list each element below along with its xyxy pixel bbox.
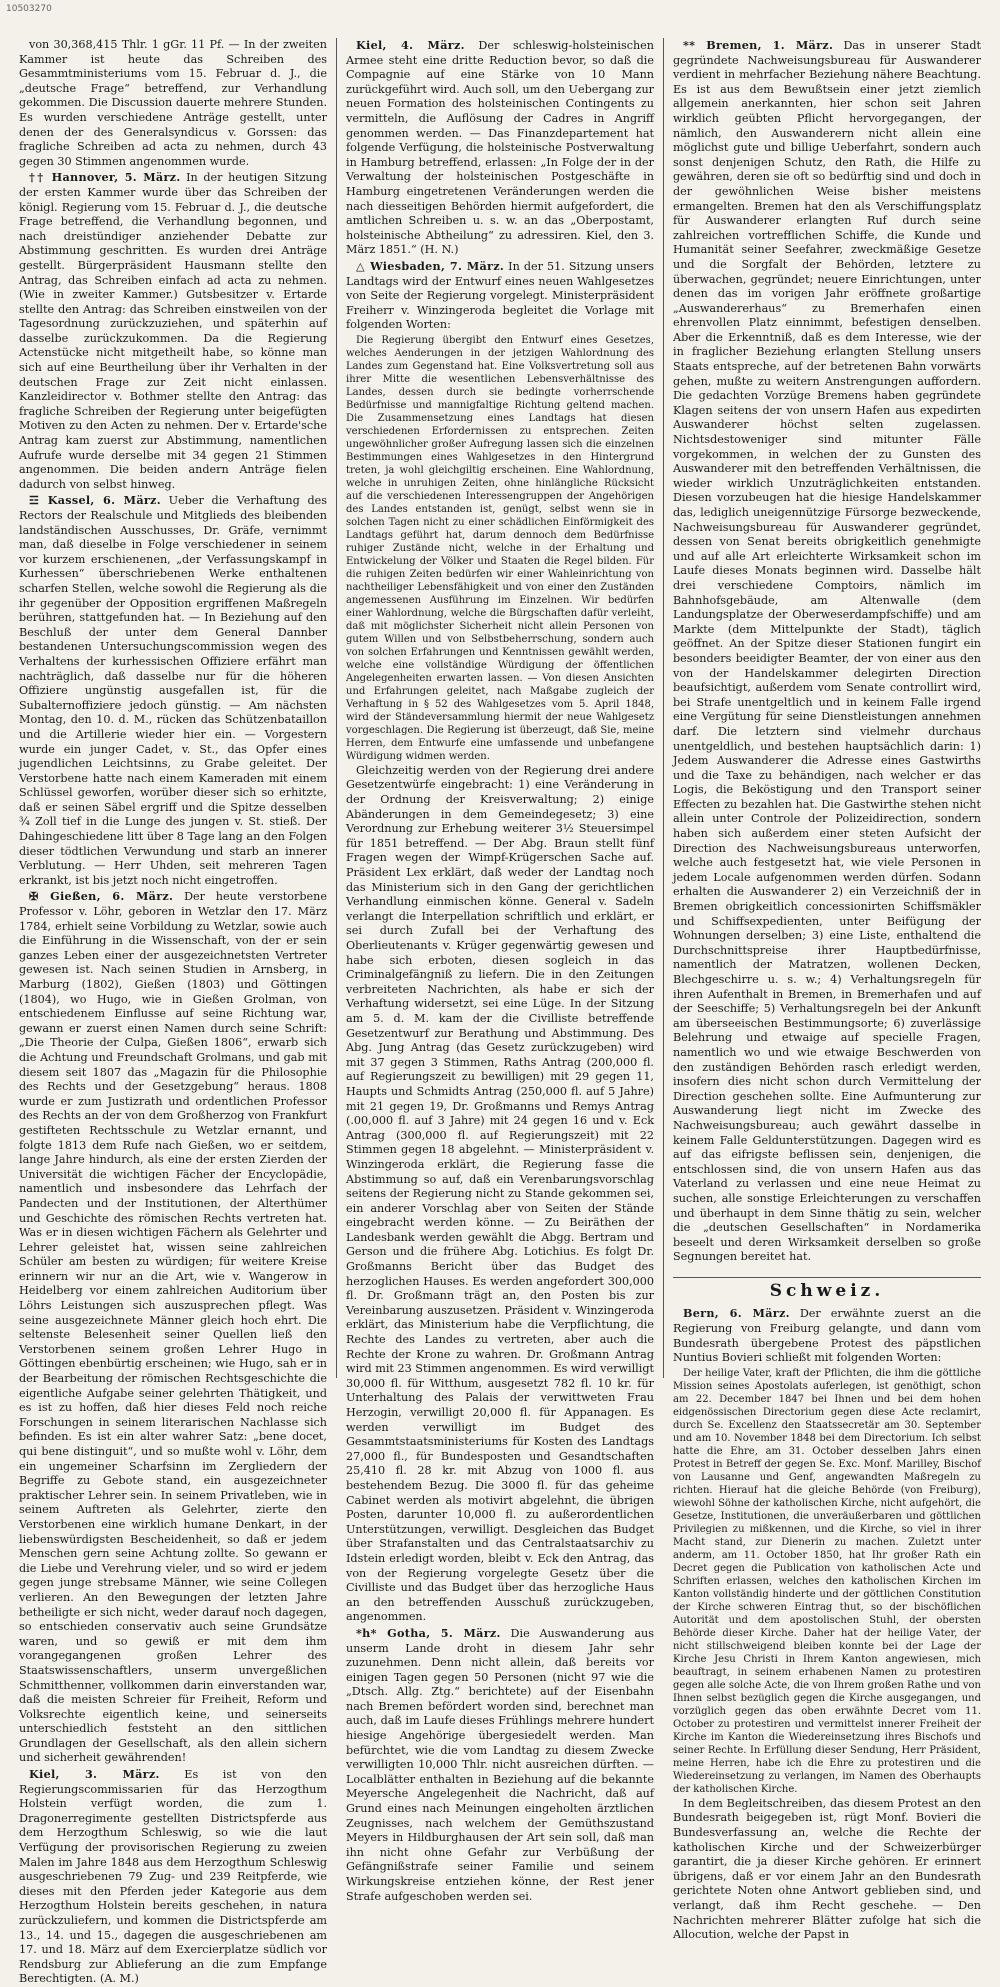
article: [19, 889, 327, 1766]
column-1: [10, 38, 336, 1986]
page-id: 10503270: [6, 4, 52, 14]
article: [673, 1306, 981, 1365]
dateline: △ Wiesbaden, 7. März.: [356, 258, 505, 273]
article: [346, 259, 654, 333]
paragraph: In dem Begleitschreiben, das diesem Protest an den Bundesrath beigegeben ist, rügt Monf. Bovieri die Bundesverfassung an, welche die Rechte der katholischen Kirche und der Schweizerbürger garantirt, die ja dieser Kirche gehören. Er erinnert übrigens, daß er vor einem Jahr an den Bundesrath gerichtete Noten ohne Antwort geblieben sind, und verlangt, daß ihm Recht geschehe. — Den Nachrichten mehrerer Blätter zufolge hat sich die Allocution, welche der Papst in: [673, 1796, 981, 1942]
article-body: Der heute verstorbene Professor v. Löhr, geboren in Wetzlar den 17. März 1784, erhielt seine Vorbildung zu Wetzlar, sowie auch die Einführung in die Wissenschaft, von der er sein ganzes Leben einer der ausgezeichnetsten Vertreter gewesen ist. Nach seinen Studien in Arnsberg, in Marburg (1802), Gießen (1803) und Göttingen (1804), wo Hugo, wie in Gießen Grolman, von entschiedenem Einflusse auf seine Richtung war, gewann er zuerst einen Namen durch seine Schrift: „Die Theorie der Culpa, Gießen 1806“, erwarb sich die Achtung und Freundschaft Grolmans, und gab mit diesem seit 1807 das „Magazin für die Philosophie des Rechts und der Gesetzgebung“ heraus. 1808 wurde er zum Justizrath und ordentlichen Professor des Rechts an der von dem Großherzog von Frankfurt gestifteten Rechtsschule zu Wetzlar ernannt, und folgte 1813 dem Rufe nach Gießen, wo er seitdem, lange Jahre hindurch, als eine der ersten Zierden der Universität die wichtigen Fächer der Encyclopädie, namentlich und insbesondere das Lehrfach der Pandecten und der Institutionen, der Alterthümer und Geschichte des römischen Rechts vertreten hat. Was er in diesen wichtigen Fächern als Gelehrter und Lehrer geleistet hat, wissen seine zahlreichen Schüler am besten zu würdigen; für weitere Kreise erinnern wir nur an die Art, wie v. Wangerow in Heidelberg vor einem zahlreichen Auditorium über Löhrs Leistungen sich auszusprechen pflegt. Was seine ausgezeichnete Männer gleich hoch ehrt. Die seltenste Belesenheit seiner Quellen ließ den Verstorbenen seinem großen Lehrer Hugo in Göttingen ebenbürtig erscheinen; wie Hugo, sah er in der Bearbeitung der römischen Rechtsgeschichte die eigentliche Aufgabe seiner gelehrten Thätigkeit, und es ist zu hoffen, daß hier dieses Feld noch reiche Forschungen in seinem literarischen Nachlasse sich befinden. Es ist ein alter wahrer Satz: „bene docet, qui bene distinguit“, und so mußte wohl v. Löhr, dem ein ungemeiner Scharfsinn im Zergliedern der Begriffe zu Gebote stand, ein ausgezeichneter praktischer Lehrer sein. In seinem Privatleben, wie in seinem Auftreten als Gelehrter, zierte den Verstorbenen eine wirklich humane Denkart, in der liebenswürdigsten Bescheidenheit, so daß er jedem Menschen gern seine Achtung zollte. So gewann er die Liebe und Verehrung vieler, und so wird er jedem gegen junge strebsame Männer, wie seine Collegen verlieren. An den Bewegungen der letzten Jahre betheiligte er sich nicht, weder darauf noch dagegen, so entschieden conservativ auch seine Grundsätze waren, und so gewiß er mit dem ihm vorangegangenen großen Lehrer des Staatswissenschaftlers, unserm unvergeßlichen Schmitthenner, vollkommen darin einverstanden war, daß die meisten Schreier für Freiheit, Reform und Volksrechte eigentlich keine, und seinerseits unterschiedlich feststeht an den sittlichen Grundlagen der Gesellschaft, als den allein sichern und sicherheit gewährenden!: [19, 890, 327, 1765]
column-3: [663, 38, 990, 1942]
column-2: [336, 38, 663, 1903]
article: [346, 1626, 654, 1904]
dateline: Kiel, 3. März.: [29, 1767, 160, 1782]
article-body: Der schleswig-holsteinischen Armee steht eine dritte Reduction bevor, so daß die Compagnie auf eine Stärke von 10 Mann zurückgeführt wird. Auch soll, um den Uebergang zur neuen Formation des holsteinischen Contingents zu vermitteln, die Auflösung der Cadres in Angriff genommen werden. — Das Finanzdepartement hat folgende Verfügung, die holsteinische Postverwaltung in Hamburg betreffend, erlassen: „In Folge der in der Verwaltung der holsteinischen Postgeschäfte in Hamburg eingetretenen Veränderungen werden die nach diesseitigen Behörden hiermit aufgefordert, die amtlichen Schreiben u. s. w. an das „Oberpostamt, holsteinische Abtheilung“ zu adressiren. Kiel, den 3. März 1851.“ (H. N.): [346, 39, 654, 257]
dateline: Bern, 6. März.: [683, 1306, 790, 1321]
article: [19, 493, 327, 888]
columns: [10, 38, 990, 1986]
article-body: Die Auswanderung aus unserm Lande droht in diesem Jahr sehr zuzunehmen. Denn nicht allein, daß bereits vor einigen Tagen gegen 50 Personen (nicht 97 wie die „Dtsch. Allg. Ztg.“ berichtete) auf der Eisenbahn nach Bremen befördert worden sind, berechnet man auch, daß im Laufe dieses Frühlings mehrere hundert hiesige Angehörige übergesiedelt werden. Man befürchtet, wie die vom Landtag zu diesem Zwecke verwilligten 10,000 Thlr. nicht ausreichen dürften. — Localblätter enthalten in Beziehung auf die bekannte Meyersche Angelegenheit die Nachricht, daß auf Grund eines nach Meinungen eingeholten ärztlichen Zeugnisses, nach welchem der Gemüthszustand Meyers in Hildburghausen der Art sein soll, daß man ihn nicht ohne Gefahr zur Verbüßung der Gefängnißstrafe seiner Familie und seinem Wirkungskreise entziehen könne, der Rest jener Strafe aufgeschoben werden sei.: [346, 1626, 654, 1903]
article-body: Es ist von den Regierungscommissarien für das Herzogthum Holstein verfügt worden, die zum 1. Dragonerregimente gestellten Districtspferde aus dem Herzogthum Schleswig, so wie die laut Verfügung der provisorischen Regierung zu zweien Malen im Jahre 1848 aus dem Herzogthum Schleswig ausgeschriebenen 79 Zug- und 239 Reitpferde, wie dieses mit den Pferden jeder Kategorie aus dem Herzogthum Holstein bereits geschehen, in natura zurückzuliefern, und kommen die Districtspferde am 13., 14. und 15., dagegen die ausgeschriebenen am 17. und 18. März auf dem Exercierplatze südlich vor Rendsburg zur Ablieferung an die zum Empfange Berechtigten. (A. M.): [19, 1768, 327, 1986]
article: [19, 1767, 327, 1987]
dateline: ✠ Gießen, 6. März.: [29, 889, 174, 904]
dateline: *h* Gotha, 5. März.: [356, 1625, 501, 1640]
article: [346, 38, 654, 258]
dateline: †† Hannover, 5. März.: [29, 170, 181, 185]
dateline: ☲ Kassel, 6. März.: [29, 493, 161, 508]
article-body: In der heutigen Sitzung der ersten Kammer wurde über das Schreiben der königl. Regierung vom 15. Februar d. J., die deutsche Frage betreffend, die Verhandlung begonnen, und nach dreistündiger anziehender Debatte zur Abstimmung geschritten. Es wurden drei Anträge gestellt. Bürgerpräsident Hausmann stellte den Antrag, das Schreiben einfach ad acta zu nehmen. (Wie in zweiter Kammer.) Gutsbesitzer v. Ertarde stellte den Antrag: das Schreiben einstweilen von der Tagesordnung zurückzuziehen, und späterhin auf dasselbe zurückzukommen. Da die Regierung Actenstücke nicht mitgetheilt habe, so könne man sich auf eine Beurtheilung über ihr Verhalten in der deutschen Frage zur Zeit nicht einlassen. Kanzleidirector v. Bothmer stellte den Antrag: das fragliche Schreiben der Regierung unter beigefügten Motiven zu den Acten zu nehmen. Der v. Ertarde'sche Antrag kam zuerst zur Abstimmung, namentlichen Aufrufe wurde derselbe mit 34 gegen 21 Stimmen angenommen. Die beiden andern Anträge fielen dadurch von selbst hinweg.: [19, 171, 327, 491]
section-heading: Schweiz.: [673, 1277, 981, 1299]
quoted-protest: Der heilige Vater, kraft der Pflichten, die ihm die göttliche Mission seines Apostolats auferlegen, ist genöthigt, schon am 22. December 1847 bei Ihnen und bei dem hohen eidgenössischen Directorium gegen diese Acte reclamirt, durch Se. Excellenz den Staatssecretär am 30. September und am 10. November 1848 bei dem Directorium. Ich selbst hatte die Ehre, am 31. October desselben Jahrs einen Protest in Betreff der gegen Se. Exc. Monf. Marilley, Bischof von Lausanne und Genf, angewandten Maßregeln zu richten. Hierauf hat die gleiche Behörde (von Freiburg), wiewohl Söhne der katholischen Kirche, nicht aufgehört, die Gesetze, Institutionen, die unveräußerbaren und göttlichen Privilegien zu mißkennen, und die Kirche, so viel in ihrer Macht stand, zur Dienerin zu machen. Zuletzt unter anderm, am 11. October 1850, hat Ihr großer Rath ein Decret gegen die Publication von katholischen Acte und Schriften erlassen, welches den katholischen Kirchen im Kanton vollständig hinderte und der göttlichen Constitution der Kirche schweren Eintrag thut, so der bischöflichen Autorität und dem apostolischen Stuhl, der obersten Behörde dieser Kirche. Daher hat der heilige Vater, der nicht stillschweigend bleiben konnte bei der Lage der Kirche Jesu Christi in Ihrem Kanton angewiesen, mich beauftragt, in seinem erhabenen Namen zu protestiren gegen alle solche Acte, die von Ihrem großen Rathe und von Ihnen selbst bezüglich gegen die Kirche ausgegangen, und vorzüglich gegen das oben erwähnte Decret vom 11. October zu protestiren und vermittelst innerer Freiheit der Kirche im Kanton die Wiedereinsetzung ihres Bischofs und seiner Rechte. In Erfüllung dieser Sendung, Herr Präsident, meine Herren, habe ich die Ehre zu protestiren und die Wiedereinsetzung zu verlangen, im Namen des Oberhaupts der katholischen Kirche.: [673, 1367, 982, 1795]
article-body: In der 51. Sitzung unsers Landtags wird der Entwurf eines neuen Wahlgesetzes von Seite der Regierung vorgelegt. Ministerpräsident Freiherr v. Winzingeroda begleitet die Vorlage mit folgenden Worten:: [346, 259, 654, 332]
article: [19, 170, 327, 492]
article: [673, 38, 981, 1265]
article-body: Ueber die Verhaftung des Rectors der Realschule und Mitglieds des bleibenden landständischen Ausschusses, Dr. Gräfe, vernimmt man, daß dieselbe in Folge verschiedener in seinem vor kurzem erschienenen, „der Verfassungskampf in Kurhessen“ überschriebenen Werke enthaltenen scharfen Stellen, welche sowohl die Regierung als die ihr gegenüber der Opposition ergriffenen Maßregeln berühren, stattgefunden hat. — In Beziehung auf den Beschluß der unter dem General Dannber bestandenen Untersuchungscommission wegen des Verhaltens der kurhessischen Offiziere erfährt man nachträglich, daß dasselbe nur für die höheren Offiziere ungünstig ausgefallen ist, für die Subalternoffiziere jedoch günstig. — Am nächsten Montag, den 10. d. M., rücken das Schützenbataillon und die Artillerie wieder hier ein. — Vorgestern wurde ein junger Cadet, v. St., das Opfer eines jugendlichen Leichtsinns, zu Grabe geleitet. Der Verstorbene hatte nach einem Kameraden mit einem Schlüssel geworfen, worüber dieser sich so erhitzte, daß er seinen Säbel ergriff und die Spitze desselben ¾ Zoll tief in die Lunge des jungen v. St. stieß. Der Dahingeschiedene litt über 8 Tage lang an den Folgen dieser tödtlichen Verwundung und starb an innerer Verblutung. — Herr Uhden, seit mehreren Tagen erkrankt, ist bis jetzt noch nicht eingetroffen.: [19, 494, 328, 887]
dateline: Kiel, 4. März.: [356, 38, 465, 52]
paragraph: Gleichzeitig werden von der Regierung drei andere Gesetzentwürfe eingebracht: 1) eine Veränderung in der Ordnung der Kreisverwaltung; 2) einige Abänderungen in dem Gemeindegesetz; 3) eine Verordnung zur Erhebung weiterer 3½ Steuersimpel für 1851 betreffend. — Der Abg. Braun stellt fünf Fragen wegen der Wimpf-Krügerschen Sache auf. Präsident Lex erklärt, daß weder der Landtag noch das Ministerium sich in den Gang der gerichtlichen Verhandlung einmischen könne. General v. Sadeln verlangt die Interpellation schriftlich und erklärt, er sei durch Zufall bei der Verhaftung des Oberlieutenants v. Krüger gegenwärtig gewesen und habe sich erboten, diesen sogleich in das Criminalgefängniß zu liefern. Die in den Zeitungen verbreiteten Nachrichten, als habe er sich der Verhaftung widersetzt, sei eine Lüge. In der Sitzung am 5. d. M. kam der die Civilliste betreffende Gesetzentwurf zur Berathung und Abstimmung. Des Abg. Jung Antrag (das Gesetz zurückzugeben) wird mit 37 gegen 3 Stimmen, Raths Antrag (200,000 fl. auf Regierungszeit zu bewilligen) mit 29 gegen 11, Haupts und Schmidts Antrag (250,000 fl. auf 5 Jahre) mit 21 gegen 19, Dr. Großmanns und Remys Antrag (.00,000 fl. auf 3 Jahre) mit 24 gegen 16 und v. Eck Antrag (300,000 fl. auf Regierungszeit) mit 22 Stimmen gegen 18 abgelehnt. — Ministerpräsident v. Winzingeroda erklärt, die Regierung fasse die Abstimmung so auf, daß ein Verenbarungsvorschlag seitens der Regierung nicht zu Stande gekommen sei, ein anderer Vorschlag aber von Seiten der Stände eingebracht werden könne. — Zu Beiräthen der Landesbank werden gewählt die Abgg. Bertram und Gerson und die frühere Abg. Lotichius. Es folgt Dr. Großmanns Bericht über das Budget des herzoglichen Hauses. Es werden angefordert 300,000 fl. Dr. Großmann trägt an, den Posten bis zur Vereinbarung auszusetzen. Präsident v. Winzingeroda erklärt, das Ministerium habe die Verpflichtung, die Rechte des Landes zu vertreten, aber auch die Rechte der Krone zu wahren. Dr. Großmann Antrag wird mit 23 Stimmen angenommen. Es wird verwilligt 30,000 fl. für Witthum, ausgesetzt 782 fl. 10 kr. für Unterhaltung des Palais der verwittweten Frau Herzogin, verwilligt 20,000 fl. für Appanagen. Es werden verwilligt im Budget des Gesammtstaatsministeriums für Kosten des Landtags 27,000 fl., für Bundesposten und Gesandtschaften 25,410 fl. 28 kr. mit Abzug von 1000 fl. aus bestehendem Bezug. Die 3000 fl. für das geheime Cabinet werden als motivirt abgelehnt, die übrigen Posten, darunter 10,000 fl. zu außerordentlichen Unterstützungen, verwilligt. Desgleichen das Budget über Strafanstalten und das Centralstaatsarchiv zu Idstein erledigt worden, bleibt v. Eck den Antrag, das von der Regierung vorgelegte Gesetz über die Civilliste und das Budget über das herzogliche Haus an den betreffenden Ausschuß zurückzugeben, angenommen.: [346, 763, 654, 1624]
article-body: Der erwähnte zuerst an die Regierung von Freiburg gelangte, und dann vom Bundesrath übergebene Protest des päpstlichen Nuntius Bovieri schließt mit folgenden Worten:: [673, 1307, 981, 1365]
article-body: Das in unserer Stadt gegründete Nachweisungsbureau für Auswanderer verdient in mehrfacher Beziehung nähere Beachtung. Es ist aus dem Bewußtsein einer jetzt ziemlich allgemein anerkannten, hier schon seit Jahren wirklich geübten Pflicht hervorgegangen, der nämlich, den Auswanderern nicht allein eine möglichst gute und billige Ueberfahrt, sondern auch sonst denjenigen Schutz, den Rath, die Hilfe zu gewähren, deren sie oft so bedürftig sind und doch in der gewöhnlichen Weise bisher meistens ermangelten. Bremen hat den als Verschiffungsplatz für Auswanderer erlangten Ruf durch seine zahlreichen vortrefflichen Schiffe, die Kunde und Humanität seiner Seefahrer, zweckmäßige Gesetze und die Sorgfalt der Behörden, letztere zu überwachen, gegründet; neuere Einrichtungen, unter denen das im vorigen Jahr eröffnete großartige „Auswandererhaus“ zu Bremerhafen einen ehrenvollen Platz einnimmt, befestigen denselben. Aber die Erkenntniß, daß es dem Interesse, wie der in fraglicher Beziehung erlangten Stellung unsers Staats entspreche, auf der betretenen Bahn vorwärts gehen, mußte zu weitern Anstrengungen auffordern. Die gedachten Vorzüge Bremens haben gegründete Klagen seitens der von unsern Hafen aus expedirten Auswanderer höchst selten zugelassen. Nichtsdestoweniger sind mitunter Fälle vorgekommen, in welchen der zu Gunsten des Auswanderer mit den betreffenden Verhältnissen, die wieder wirklich Unzuträglichkeiten entstanden. Diesen vorzubeugen hat die hiesige Handelskammer das, lediglich uneigennützige Fürsorge bezweckende, Nachweisungsbureau für Auswanderer gegründet, dessen von Senat bereits obrigkeitlich genehmigte und auf alle Art erleichterte Wirksamkeit schon im Laufe dieses Monats beginnen wird. Dasselbe hält drei verschiedene Comptoirs, nämlich im Bahnhofsgebäude, am Altenwalle (dem Landungsplatze der Oberweserdampfschiffe) und am Markte (dem Mittelpunkte der Stadt), täglich geöffnet. An der Spitze dieser Stationen fungirt ein besonders beeidigter Beamter, der von einer aus den von der Handelskammer delegirten Direction beaufsichtigt, außerdem vom Senate controllirt wird, bei Strafe unentgeltlich und in keinem Falle irgend eine Vergütung für seine Dienstleistungen annehmen darf. Die letztern sind vielmehr durchaus unentgeldlich, und bestehen hauptsächlich darin: 1) Jedem Auswanderer die Adresse eines Gastwirths und die Taxe zu behändigen, nach welcher er das Logis, die Beköstigung und den Transport seiner Effecten zu bezahlen hat. Die Gastwirthe stehen nicht allein unter Controle der Polizeidirection, sondern haben sich außerdem einer steten Aufsicht der Direction des Nachweisungsbureaus unterworfen, welche auch festgesetzt hat, wie viele Personen in jedem Locale aufgenommen werden dürfen. Sodann erhalten die Auswanderer 2) ein Verzeichniß der in Bremen obrigkeitlich concessionirten Schiffsmäkler und Schiffsexpedienten, unter Beifügung der Wohnungen derselben; 3) eine Liste, enthaltend die Durchschnittspreise ihrer Hauptbedürfnisse, namentlich der Matratzen, wollenen Decken, Blechgeschirre u. s. w.; 4) Verhaltungsregeln für ihren Aufenthalt in Bremen, in Bremerhafen und auf der Seeschiffe; 5) Verhaltungsregeln bei der Ankunft am überseeischen Bestimmungsorte; 6) zuverlässige Belehrung und etwaige auf specielle Fragen, namentlich wo und wie etwaige Beschwerden von den zuständigen Behörden rasch erledigt werden, insofern dies nicht schon durch Vermittelung der Direction geschehen sollte. Eine Aufmunterung zur Auswanderung liegt nicht im Zwecke des Nachweisungsbureau; auch gewährt dasselbe in keinem Falle Geldunterstützungen. Dagegen wird es auf das eifrigste beflissen sein, denjenigen, die entschlossen sind, die von unsern Hafen aus das Vaterland zu verlassen und eine neue Heimat zu suchen, alle sonstige Erleichterungen zu verschaffen und überhaupt in dem Sinne thätig zu sein, welcher die „deutschen Gesellschaften“ in Nordamerika beseelt und deren Wirksamkeit derselben so große Segnungen bereitet hat.: [673, 39, 981, 1264]
quoted-speech: Die Regierung übergibt den Entwurf eines Gesetzes, welches Aenderungen in der jetzigen Wahlordnung des Landes zum Gegenstand hat. Eine Volksvertretung soll aus ihrer Mitte die wesentlichen Lebensverhältnisse des Landes, dessen durch sie bedingte vorherrschende Bedürfnisse und mannigfaltige Richtung geltend machen. Die Zusammensetzung eines Landtags hat diesen verschiedenen Erfordernissen zu entsprechen. Zeiten ungewöhnlicher großer Aufregung lassen sich die einzelnen Bestimmungen eines Wahlgesetzes in den Hintergrund treten, ja wohl gleichgiltig erscheinen. Eine Wahlordnung, welche in unruhigen Zeiten, ohne hinlängliche Rücksicht auf die verschiedenen Interessengruppen der Angehörigen des Landes entstanden ist, genügt, selbst wenn sie in solchen Tagen nicht zu einer schädlichen Einförmigkeit des Landtags geführt hat, darum dennoch dem Bedürfnisse ruhiger Zustände nicht, welche in der Erhaltung und Entwickelung der Völker und Staaten die Regel bilden. Für die ruhigen Zeiten bedürfen wir einer Wahleinrichtung von nachtheiliger Lebensfähigkeit und von einer den Zuständen angemessenen Ausführung im Einzelnen. Wir bedürfen einer Wahlordnung, welche die Bürgschaften dafür verleiht, daß mit möglichster Sicherheit nicht allein Personen von gutem Willen und von Selbstbeherrschung, sondern auch von solchen Erfahrungen und Kenntnissen gewählt werden, welche eine vollständige Würdigung der öffentlichen Angelegenheiten erwarten lassen. — Von diesen Ansichten und Erfahrungen geleitet, nach Maßgabe zugleich der Verhaftung in § 52 des Wahlgesetzes vom 5. April 1848, wird der Ständeversammlung hiermit der neue Wahlgesetz vorgeschlagen. Die Regierung ist überzeugt, daß Sie, meine Herren, dem Entwurfe eine umfassende und unbefangene Würdigung widmen werden.: [346, 334, 654, 762]
paragraph: von 30,368,415 Thlr. 1 gGr. 11 Pf. — In der zweiten Kammer ist heute das Schreiben des Gesammtministeriums vom 15. Februar d. J., die „deutsche Frage“ betreffend, zur Verhandlung gekommen. Die Discussion dauerte mehrere Stunden. Es wurden verschiedene Anträge gestellt, unter denen der des Generalsyndicus v. Gorssen: das fragliche Schreiben ad acta zu nehmen, durch 43 gegen 30 Stimmen angenommen wurde.: [19, 38, 327, 168]
dateline: ** Bremen, 1. März.: [683, 38, 834, 52]
